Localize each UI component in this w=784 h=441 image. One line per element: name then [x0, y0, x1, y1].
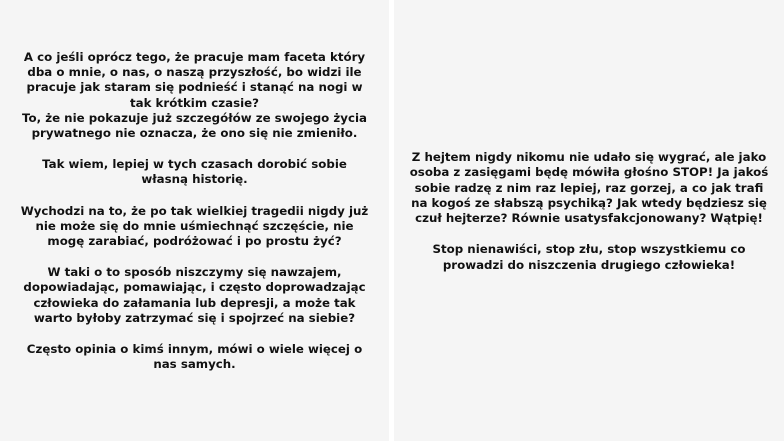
story-text-paragraph: Z hejtem nigdy nikomu nie udało się wygrać, ale jako osoba z zasięgami będę mówiła głośno STOP! Ja jakoś sobie radzę z nim raz lepiej, raz gorzej, a co jak trafi na kogoś ze słabszą psychiką? Jak wtedy będziesz się czuł hejterze? Równie usatysfakcjonowany? Wątpię! [409, 150, 769, 226]
story-text-paragraph: Stop nienawiści, stop złu, stop wszystkiemu co prowadzi do niszczenia drugiego człowieka! [432, 242, 746, 272]
story-text-paragraph: Wychodzi na to, że po tak wielkiej tragedii nigdy już nie może się do mnie uśmiechnąć szczęście, nie mogę zarabiać, podróżować i po prostu żyć? [20, 203, 369, 249]
story-text-paragraph: To, że nie pokazuje już szczegółów ze swojego życia prywatnego nie oznacza, że ono się nie zmieniło. [22, 110, 367, 141]
story-text-paragraph: Tak wiem, lepiej w tych czasach dorobić sobie własną historię. [42, 157, 347, 187]
story-panel-left [0, 0, 389, 441]
story-text-paragraph: A co jeśli oprócz tego, że pracuje mam faceta który dba o mnie, o nas, o naszą przyszłość, bo widzi ile pracuje jak staram się podnieść i stanąć na nogi w tak krótkim czasie? [23, 50, 366, 110]
story-panel-right [394, 0, 784, 441]
story-text-paragraph: Często opinia o kimś innym, mówi o wiele więcej o nas samych. [26, 342, 363, 372]
story-text-paragraph: W taki o to sposób niszczymy się nawzajem, dopowiadając, pomawiając, i często doprowadzając człowieka do załamania lub depresji, a może tak warto byłoby zatrzymać się i spojrzeć na siebie? [23, 265, 366, 325]
